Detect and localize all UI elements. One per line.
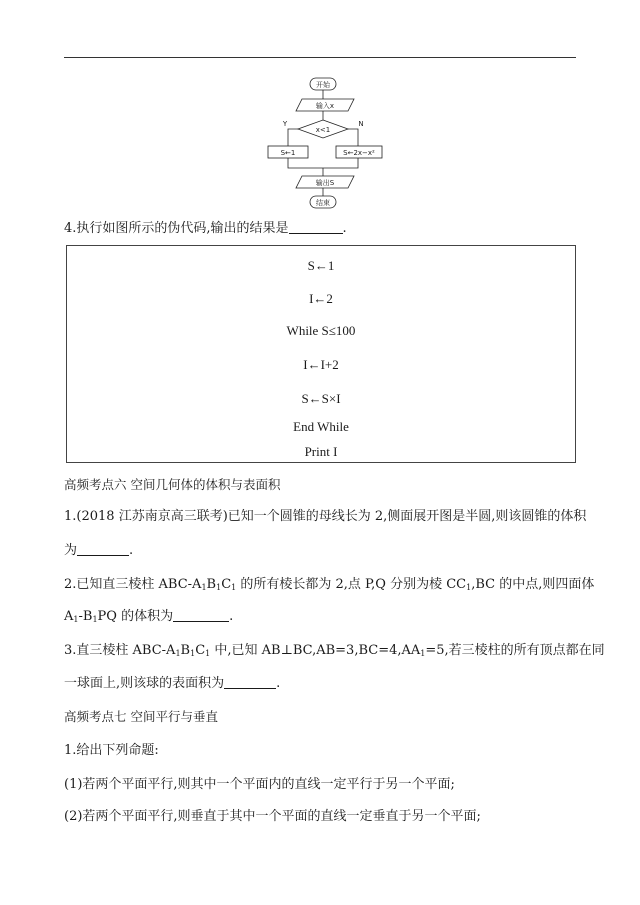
answer-blank — [77, 543, 129, 556]
flow-yes-label: Y — [282, 120, 288, 128]
flowchart — [258, 76, 393, 211]
s6-q3-line1: 3.直三棱柱 ABC-$A_1B_1C_1$ 中,已知 $AB\perp BC,AB=3,BC=4,AA_1=5$,若三棱柱的所有顶点都在同 — [64, 643, 605, 658]
s7-proposition-2: (2)若两个平面平行,则垂直于其中一个平面的直线一定垂直于另一个平面; — [64, 809, 481, 824]
flow-output-label: 输出S — [315, 179, 335, 187]
section-6-title: 高频考点六 空间几何体的体积与表面积 — [64, 477, 281, 492]
flow-right-assign: S←2x−x² — [343, 149, 375, 157]
question-4: 4.执行如图所示的伪代码,输出的结果是 . — [64, 221, 347, 236]
flow-start-label: 开始 — [316, 81, 330, 89]
code-line: Print I — [304, 444, 338, 459]
flow-left-assign: S←1 — [280, 149, 296, 157]
s6-q2-line1: 2.已知直三棱柱 ABC-$A_1B_1C_1$ 的所有棱长都为 2,点 P,Q 分别为棱 $CC_1,BC$ 的中点,则四面体 — [64, 577, 595, 592]
section-7-title: 高频考点七 空间平行与垂直 — [64, 709, 218, 724]
code-line: While S≤100 — [286, 323, 356, 338]
s6-q2-line2: $A_1-B_1PQ$ 的体积为 . — [64, 609, 234, 624]
s7-proposition-1: (1)若两个平面平行,则其中一个平面内的直线一定平行于另一个平面; — [64, 777, 455, 792]
header-rule — [64, 57, 576, 58]
code-line: End While — [293, 419, 349, 434]
s6-q3-line2: 一球面上,则该球的表面积为 . — [64, 676, 281, 691]
answer-blank — [289, 221, 343, 234]
s7-q1: 1.给出下列命题: — [64, 743, 159, 758]
flow-input-label: 输入x — [315, 102, 335, 110]
pseudocode-box — [66, 245, 576, 463]
flow-no-label: N — [358, 120, 364, 128]
code-line: I←I+2 — [303, 357, 339, 372]
s6-q1-line1: 1.(2018 江苏南京高三联考)已知一个圆锥的母线长为 2,侧面展开图是半圆,则该圆锥的体积 — [64, 509, 587, 524]
answer-blank — [173, 609, 229, 622]
code-line: S←S×I — [301, 391, 341, 406]
code-line: I←2 — [309, 291, 333, 306]
s6-q1-line2: 为 . — [64, 543, 134, 558]
code-line: S←1 — [307, 258, 335, 273]
flow-end-label: 结束 — [316, 199, 330, 207]
flow-condition-label: x<1 — [315, 126, 331, 134]
answer-blank — [224, 676, 276, 689]
